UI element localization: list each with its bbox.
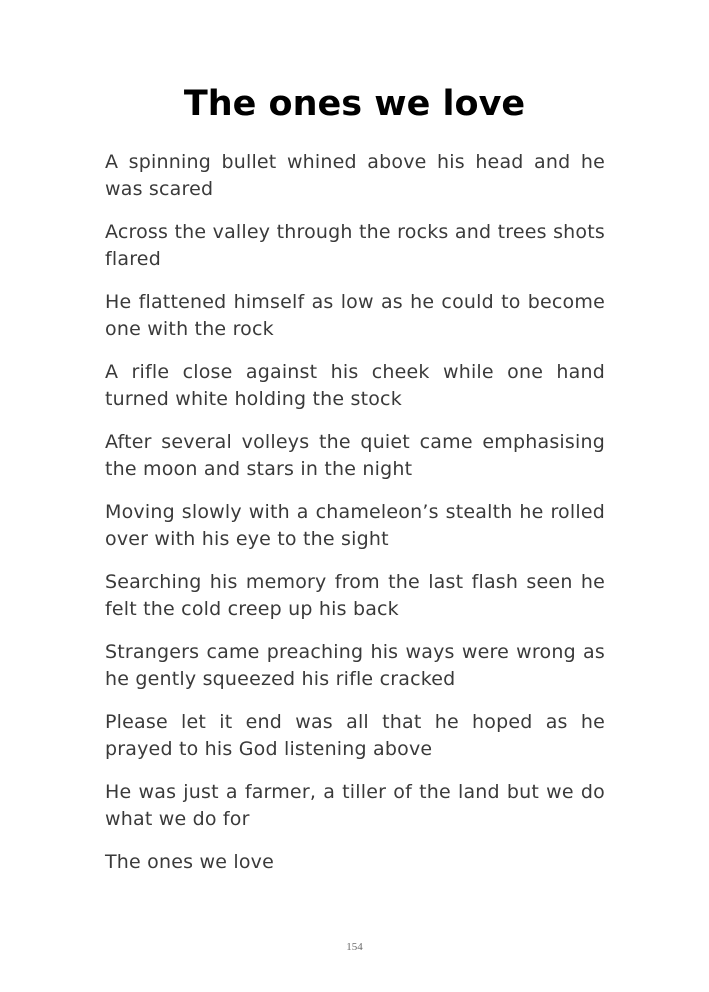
poem-line: After several volleys the quiet came emphasising the moon and stars in the night (105, 431, 605, 480)
poem-line: He was just a farmer, a tiller of the land but we do what we do for (105, 781, 605, 830)
poem-line: The ones we love (105, 851, 274, 873)
page-number: 154 (346, 941, 363, 953)
poem-line: He flattened himself as low as he could to become one with the rock (105, 291, 605, 340)
poem-line: A rifle close against his cheek while one hand turned white holding the stock (105, 361, 605, 410)
poem-line: Across the valley through the rocks and trees shots flared (105, 221, 605, 270)
poem-body (105, 149, 605, 892)
poem-line: Moving slowly with a chameleon’s stealth he rolled over with his eye to the sight (105, 501, 605, 550)
page-title: The ones we love (183, 84, 526, 124)
poem-line: Please let it end was all that he hoped as he prayed to his God listening above (105, 711, 605, 760)
poem-line: Searching his memory from the last flash seen he felt the cold creep up his back (105, 571, 605, 620)
poem-line: Strangers came preaching his ways were wrong as he gently squeezed his rifle cracked (105, 641, 605, 690)
poem-line: A spinning bullet whined above his head and he was scared (105, 151, 605, 200)
